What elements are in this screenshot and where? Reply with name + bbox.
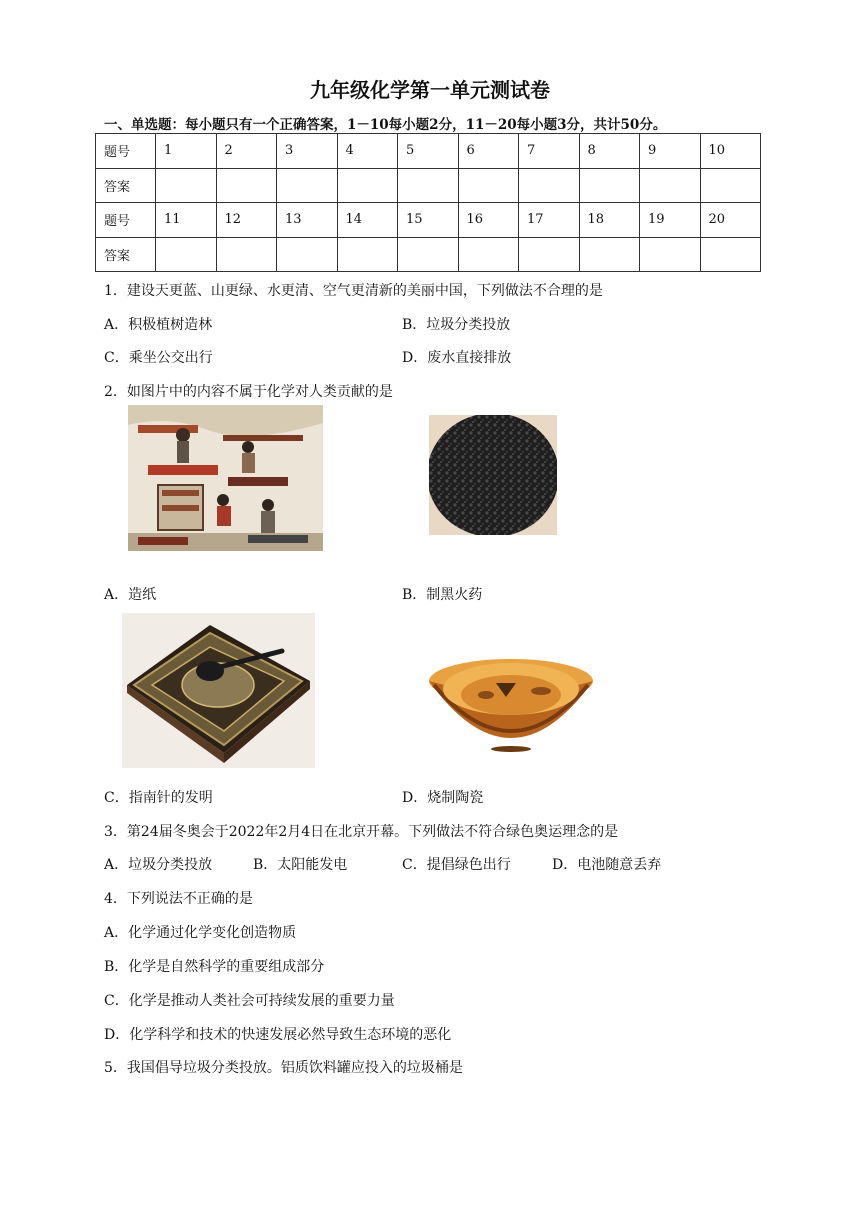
table-row bbox=[96, 203, 761, 238]
answer-table bbox=[95, 133, 761, 272]
answer-cell[interactable] bbox=[700, 168, 761, 203]
table-cell-number: 8 bbox=[579, 134, 640, 169]
table-cell-number: 15 bbox=[398, 203, 459, 238]
compass-image bbox=[122, 613, 315, 768]
page-title: 九年级化学第一单元测试卷 bbox=[310, 78, 550, 102]
answer-cell[interactable] bbox=[700, 237, 761, 272]
question-3-option-a: A．垃圾分类投放 bbox=[104, 857, 213, 873]
answer-cell[interactable] bbox=[458, 168, 519, 203]
question-4-option-b: B．化学是自然科学的重要组成部分 bbox=[104, 959, 325, 975]
question-2-option-d: D．烧制陶瓷 bbox=[402, 790, 484, 806]
table-row bbox=[96, 168, 761, 203]
table-cell-number: 1 bbox=[156, 134, 217, 169]
table-cell-number: 12 bbox=[216, 203, 277, 238]
table-cell-number: 4 bbox=[337, 134, 398, 169]
table-cell-label: 答案 bbox=[96, 168, 156, 203]
answer-cell[interactable] bbox=[519, 237, 580, 272]
question-2-option-b: B．制黑火药 bbox=[402, 587, 483, 603]
answer-cell[interactable] bbox=[277, 168, 338, 203]
answer-cell[interactable] bbox=[458, 237, 519, 272]
question-3-option-c: C．提倡绿色出行 bbox=[402, 857, 511, 873]
table-cell-label: 答案 bbox=[96, 237, 156, 272]
papermaking-image bbox=[128, 405, 323, 551]
question-5-stem: 5．我国倡导垃圾分类投放。铝质饮料罐应投入的垃圾桶是 bbox=[104, 1060, 463, 1076]
table-cell-number: 13 bbox=[277, 203, 338, 238]
black-powder-image bbox=[429, 415, 557, 535]
question-3-stem: 3．第24届冬奥会于2022年2月4日在北京开幕。下列做法不符合绿色奥运理念的是 bbox=[104, 824, 619, 840]
answer-cell[interactable] bbox=[156, 237, 217, 272]
table-cell-number: 18 bbox=[579, 203, 640, 238]
question-2-stem: 2．如图片中的内容不属于化学对人类贡献的是 bbox=[104, 384, 393, 400]
table-cell-number: 11 bbox=[156, 203, 217, 238]
question-2-option-a: A．造纸 bbox=[104, 587, 157, 603]
table-cell-number: 16 bbox=[458, 203, 519, 238]
table-row bbox=[96, 237, 761, 272]
question-4-option-d: D．化学科学和技术的快速发展必然导致生态环境的恶化 bbox=[104, 1027, 452, 1043]
question-3-option-b: B．太阳能发电 bbox=[253, 857, 348, 873]
question-1-option-a: A．积极植树造林 bbox=[104, 317, 213, 333]
table-cell-number: 14 bbox=[337, 203, 398, 238]
answer-cell[interactable] bbox=[337, 168, 398, 203]
answer-cell[interactable] bbox=[398, 168, 459, 203]
question-1-option-d: D．废水直接排放 bbox=[402, 350, 512, 366]
question-1-option-c: C．乘坐公交出行 bbox=[104, 350, 213, 366]
answer-cell[interactable] bbox=[640, 237, 701, 272]
table-cell-label: 题号 bbox=[96, 203, 156, 238]
table-cell-number: 17 bbox=[519, 203, 580, 238]
answer-cell[interactable] bbox=[216, 168, 277, 203]
table-row bbox=[96, 134, 761, 169]
table-cell-number: 9 bbox=[640, 134, 701, 169]
section-heading: 一、单选题：每小题只有一个正确答案，1－10每小题2分，11－20每小题3分，共计50分。 bbox=[104, 117, 667, 133]
answer-cell[interactable] bbox=[398, 237, 459, 272]
answer-cell[interactable] bbox=[216, 237, 277, 272]
question-4-option-a: A．化学通过化学变化创造物质 bbox=[104, 925, 297, 941]
question-1-stem: 1．建设天更蓝、山更绿、水更清、空气更清新的美丽中国，下列做法不合理的是 bbox=[104, 283, 603, 299]
table-cell-number: 20 bbox=[700, 203, 761, 238]
table-cell-label: 题号 bbox=[96, 134, 156, 169]
table-cell-number: 19 bbox=[640, 203, 701, 238]
answer-cell[interactable] bbox=[519, 168, 580, 203]
question-4-option-c: C．化学是推动人类社会可持续发展的重要力量 bbox=[104, 993, 395, 1009]
table-cell-number: 3 bbox=[277, 134, 338, 169]
table-cell-number: 10 bbox=[700, 134, 761, 169]
ceramic-bowl-image bbox=[426, 655, 596, 753]
answer-cell[interactable] bbox=[640, 168, 701, 203]
answer-cell[interactable] bbox=[277, 237, 338, 272]
table-cell-number: 2 bbox=[216, 134, 277, 169]
table-cell-number: 7 bbox=[519, 134, 580, 169]
question-4-stem: 4．下列说法不正确的是 bbox=[104, 891, 253, 907]
question-2-option-c: C．指南针的发明 bbox=[104, 790, 213, 806]
answer-cell[interactable] bbox=[337, 237, 398, 272]
answer-cell[interactable] bbox=[579, 168, 640, 203]
answer-cell[interactable] bbox=[579, 237, 640, 272]
table-cell-number: 6 bbox=[458, 134, 519, 169]
question-3-option-d: D．电池随意丢弃 bbox=[552, 857, 662, 873]
answer-cell[interactable] bbox=[156, 168, 217, 203]
table-cell-number: 5 bbox=[398, 134, 459, 169]
question-1-option-b: B．垃圾分类投放 bbox=[402, 317, 511, 333]
